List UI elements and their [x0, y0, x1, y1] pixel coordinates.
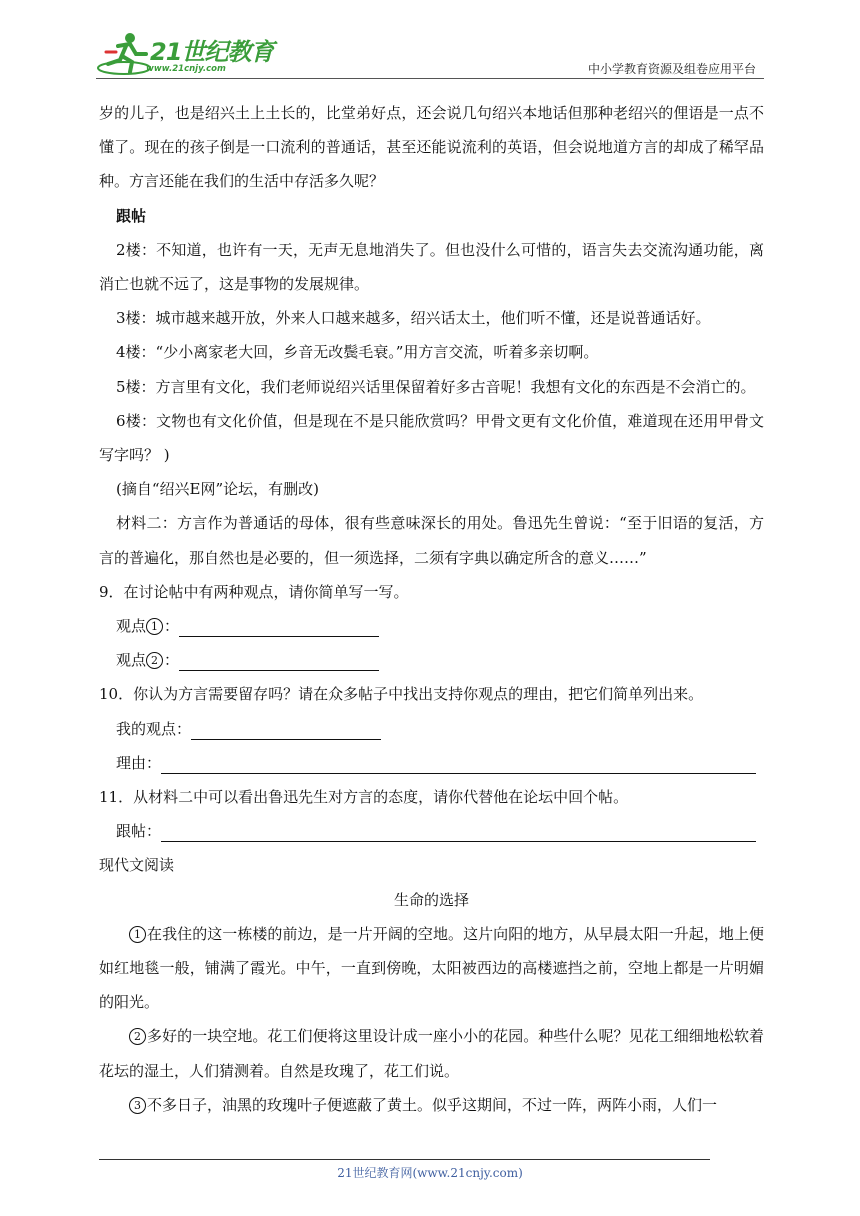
logo-url: www.21cnjy.com	[146, 64, 226, 74]
post-floor-5: 5楼：方言里有文化，我们老师说绍兴话里保留着好多古音呢！我想有文化的东西是不会消亡的。	[116, 377, 756, 396]
followup-heading: 跟帖	[116, 206, 147, 225]
post-floor-4: 4楼：“少小离家老大回，乡音无改鬓毛衰。”用方言交流，听着多亲切啊。	[116, 343, 599, 362]
q11-reply	[99, 814, 764, 848]
page-header	[0, 0, 860, 80]
platform-name: 中小学教育资源及组卷应用平台	[587, 62, 756, 76]
logo-text: 21世纪教育	[150, 38, 274, 66]
answer-blank-my-view[interactable]	[191, 720, 381, 740]
material2: 材料二：方言作为普通话的母体，很有些意味深长的用处。鲁迅先生曾说：“至于旧语的复活，方言的普遍化，那自然也是必要的，但一须选择，二须有字典以确定所含的意义……”	[99, 514, 764, 567]
material1-tail: 岁的儿子，也是绍兴土上土长的，比堂弟好点，还会说几句绍兴本地话但那种老绍兴的俚语是一点不懂了。现在的孩子倒是一口流利的普通话，甚至还能说流利的英语，但会说地道方言的却成了稀罕品种。方言还能在我们的生活中存活多久呢？	[99, 104, 764, 191]
answer-blank-reason[interactable]	[161, 754, 756, 774]
answer-blank-reply[interactable]	[161, 822, 756, 842]
paragraph-text: 多好的一块空地。花工们便将这里设计成一座小小的花园。种些什么呢？见花工细细地松软着花坛的湿土，人们猜测着。自然是玫瑰了，花工们说。	[99, 1027, 764, 1080]
q9-view-1	[99, 609, 764, 643]
circled-number: 1	[129, 926, 146, 943]
reason-label: 理由：	[116, 753, 162, 772]
post-floor-3: 3楼：城市越来越开放，外来人口越来越多，绍兴话太土，他们听不懂，还是说普通话好。	[116, 309, 711, 328]
source-note: (摘自“绍兴E网”论坛，有删改)	[116, 480, 319, 499]
my-view-label: 我的观点：	[116, 719, 192, 738]
colon: ：	[164, 617, 180, 636]
question-9: 9．在讨论帖中有两种观点，请你简单写一写。	[99, 582, 409, 601]
article-paragraph-1	[99, 917, 764, 1020]
q10-my-view	[99, 712, 764, 746]
question-10: 10．你认为方言需要留存吗？请在众多帖子中找出支持你观点的理由，把它们简单列出来。	[99, 685, 704, 704]
article-paragraph-3	[99, 1088, 764, 1122]
footer-divider	[99, 1159, 710, 1160]
paragraph-text: 不多日子，油黑的玫瑰叶子便遮蔽了黄土。似乎这期间，不过一阵，两阵小雨，人们一	[147, 1095, 718, 1114]
view-label: 观点	[116, 651, 147, 670]
document-body	[99, 96, 764, 1122]
runner-logo-icon	[96, 30, 152, 80]
circled-number: 2	[146, 652, 163, 669]
answer-blank-view-1[interactable]	[179, 617, 379, 637]
colon: ：	[164, 651, 180, 670]
article-paragraph-2	[99, 1019, 764, 1087]
circled-number: 3	[129, 1097, 146, 1114]
circled-number: 1	[146, 618, 163, 635]
answer-blank-view-2[interactable]	[179, 651, 379, 671]
post-floor-6: 6楼：文物也有文化价值，但是现在不是只能欣赏吗？甲骨文更有文化价值，难道现在还用甲骨文写字吗？ )	[99, 411, 764, 465]
view-label: 观点	[116, 617, 147, 636]
q10-reason	[99, 746, 764, 780]
circled-number: 2	[129, 1028, 146, 1045]
article-title: 生命的选择	[393, 890, 469, 909]
q9-view-2	[99, 643, 764, 677]
reply-label: 跟帖：	[116, 822, 162, 841]
section-title: 现代文阅读	[99, 856, 175, 875]
post-floor-2: 2楼：不知道，也许有一天，无声无息地消失了。但也没什么可惜的，语言失去交流沟通功能，离消亡也就不远了，这是事物的发展规律。	[99, 240, 764, 294]
site-logo[interactable]	[96, 30, 274, 80]
paragraph-text: 在我住的这一栋楼的前边，是一片开阔的空地。这片向阳的地方，从早晨太阳一升起，地上便如红地毯一般，铺满了霞光。中午，一直到傍晚，太阳被西边的高楼遮挡之前，空地上都是一片明媚的阳光。	[99, 924, 764, 1012]
header-divider	[96, 78, 764, 79]
footer-text[interactable]: 21世纪教育网(www.21cnjy.com)	[337, 1166, 523, 1180]
question-11: 11．从材料二中可以看出鲁迅先生对方言的态度，请你代替他在论坛中回个帖。	[99, 788, 629, 807]
